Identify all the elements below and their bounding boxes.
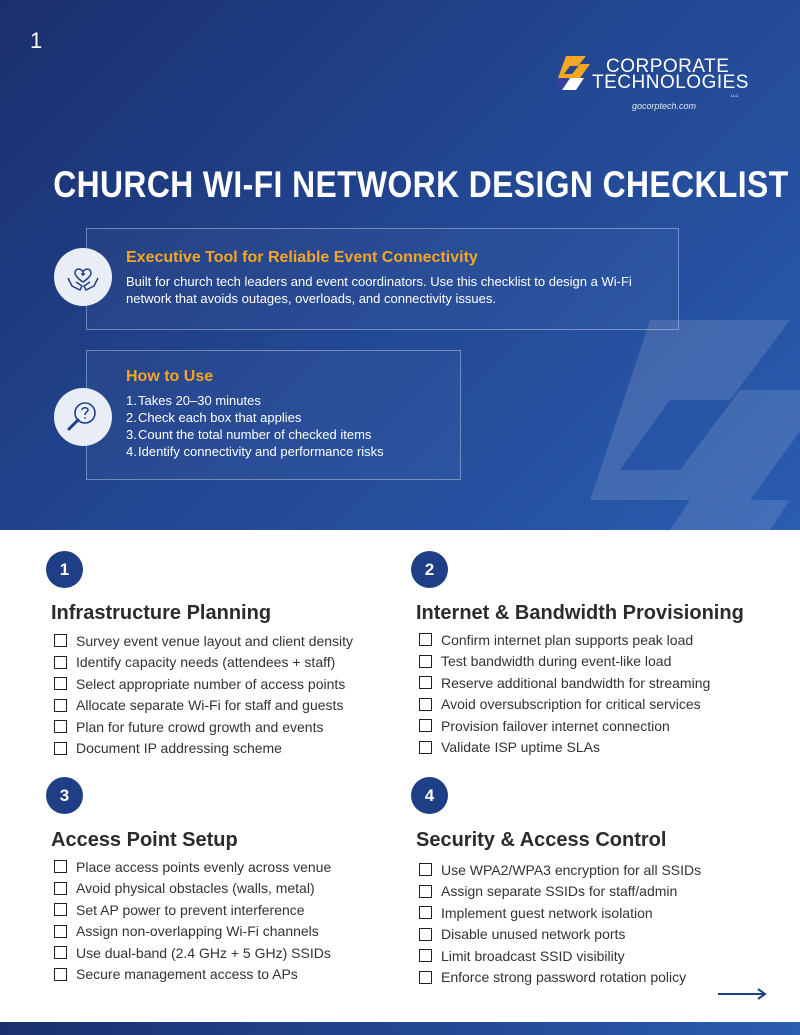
checklist-item[interactable]: [419, 945, 701, 967]
checkbox[interactable]: [419, 655, 432, 668]
checklist-item-label: Allocate separate Wi-Fi for staff and guests: [76, 697, 344, 714]
checkbox[interactable]: [54, 720, 67, 733]
company-logo: [556, 52, 756, 114]
checklist-item-label: Reserve additional bandwidth for streaming: [441, 674, 711, 691]
checklist-item[interactable]: [54, 652, 353, 674]
checkbox[interactable]: [419, 906, 432, 919]
checklist-item[interactable]: [419, 672, 710, 694]
how-to-use-heading: How to Use: [126, 368, 214, 385]
heart-hands-icon: [54, 248, 112, 306]
checklist-security: [419, 859, 701, 988]
section-title-access-point: Access Point Setup: [51, 829, 238, 851]
checkbox[interactable]: [54, 634, 67, 647]
section-title-infrastructure: Infrastructure Planning: [51, 602, 272, 624]
checkbox[interactable]: [419, 741, 432, 754]
checklist-item-label: Plan for future crowd growth and events: [76, 718, 324, 735]
checkbox[interactable]: [419, 863, 432, 876]
checklist-item[interactable]: [419, 737, 710, 759]
step-number: 2.: [126, 410, 137, 425]
checkbox[interactable]: [419, 885, 432, 898]
page-number: 1: [30, 28, 43, 53]
checklist-item-label: Assign non-overlapping Wi-Fi channels: [76, 923, 319, 940]
checklist-item-label: Limit broadcast SSID visibility: [441, 947, 625, 964]
checklist-item[interactable]: [54, 738, 353, 760]
checklist-item[interactable]: [54, 695, 353, 717]
logo-text-line2: TECHNOLOGIES: [592, 72, 749, 93]
checkbox[interactable]: [54, 699, 67, 712]
checkbox[interactable]: [54, 925, 67, 938]
checklist-item[interactable]: [419, 881, 701, 903]
checklist-item-label: Identify capacity needs (attendees + staff): [76, 654, 336, 671]
checklist-item[interactable]: [54, 630, 353, 652]
checklist-item[interactable]: [54, 716, 353, 738]
checkbox[interactable]: [419, 928, 432, 941]
checklist-bandwidth: [419, 629, 710, 758]
checklist-item[interactable]: [419, 967, 701, 989]
step-text: Check each box that applies: [138, 410, 302, 425]
checkbox[interactable]: [54, 656, 67, 669]
step-number: 4.: [126, 444, 137, 459]
checkbox[interactable]: [419, 971, 432, 984]
checklist-item[interactable]: [54, 878, 331, 900]
checkbox[interactable]: [54, 860, 67, 873]
executive-tool-heading: Executive Tool for Reliable Event Connectivity: [126, 249, 478, 266]
checklist-item-label: Survey event venue layout and client density: [76, 632, 354, 649]
checklist-item-label: Set AP power to prevent interference: [76, 901, 305, 918]
checklist-item-label: Place access points evenly across venue: [76, 858, 332, 875]
section-number-badge: 1: [46, 551, 83, 588]
logo-url: gocorptech.com: [632, 101, 697, 111]
checkbox[interactable]: [54, 903, 67, 916]
checklist-item[interactable]: [54, 856, 331, 878]
checklist-item[interactable]: [54, 964, 331, 986]
how-to-step: [126, 426, 384, 443]
checkbox[interactable]: [54, 968, 67, 981]
checklist-infrastructure: [54, 630, 353, 759]
checklist-item[interactable]: [54, 899, 331, 921]
checkbox[interactable]: [419, 676, 432, 689]
checkbox[interactable]: [54, 742, 67, 755]
how-to-step: [126, 443, 384, 460]
how-to-step: [126, 409, 384, 426]
checklist-item[interactable]: [419, 715, 710, 737]
checklist-item-label: Provision failover internet connection: [441, 717, 670, 734]
section-number-badge: 2: [411, 551, 448, 588]
executive-tool-description: Built for church tech leaders and event coordinators. Use this checklist to design a Wi-Fi network that avoids outages, overloads, and connectivity issues.: [126, 274, 632, 306]
step-number: 1.: [126, 393, 137, 408]
checklist-item-label: Document IP addressing scheme: [76, 740, 282, 757]
checklist-item[interactable]: [419, 924, 701, 946]
step-text: Identify connectivity and performance risks: [138, 444, 384, 459]
checklist-item-label: Confirm internet plan supports peak load: [441, 631, 694, 648]
step-text: Takes 20–30 minutes: [138, 393, 261, 408]
section-title-security: Security & Access Control: [416, 829, 667, 851]
logo-mark-icon: [556, 54, 592, 92]
checklist-item[interactable]: [419, 902, 701, 924]
checklist-item-label: Use WPA2/WPA3 encryption for all SSIDs: [441, 861, 702, 878]
checklist-item-label: Assign separate SSIDs for staff/admin: [441, 883, 678, 900]
checklist-item-label: Validate ISP uptime SLAs: [441, 739, 601, 756]
checkbox[interactable]: [54, 677, 67, 690]
checkbox[interactable]: [419, 698, 432, 711]
checkbox[interactable]: [419, 719, 432, 732]
checklist-item-label: Avoid oversubscription for critical services: [441, 696, 701, 713]
checklist-item[interactable]: [419, 651, 710, 673]
checklist-item-label: Test bandwidth during event-like load: [441, 653, 672, 670]
next-page-arrow-icon[interactable]: [716, 987, 768, 1001]
logo-llc: LLC: [731, 93, 739, 98]
checklist-item-label: Implement guest network isolation: [441, 904, 653, 921]
section-title-bandwidth: Internet & Bandwidth Provisioning: [416, 602, 744, 624]
watermark-logo-icon: [530, 300, 800, 530]
section-number-badge: 4: [411, 777, 448, 814]
magnifier-question-icon: [54, 388, 112, 446]
checklist-item[interactable]: [419, 629, 710, 651]
checklist-item[interactable]: [54, 673, 353, 695]
logo-text-line1: CORPORATE: [606, 56, 730, 77]
checkbox[interactable]: [419, 633, 432, 646]
checklist-item[interactable]: [419, 694, 710, 716]
checklist-item-label: Secure management access to APs: [76, 966, 298, 983]
how-to-use-steps: [126, 392, 384, 460]
section-number-badge: 3: [46, 777, 83, 814]
checkbox[interactable]: [54, 946, 67, 959]
checklist-item-label: Avoid physical obstacles (walls, metal): [76, 880, 315, 897]
checklist-item[interactable]: [54, 942, 331, 964]
step-number: 3.: [126, 427, 137, 442]
step-text: Count the total number of checked items: [138, 427, 372, 442]
checklist-item-label: Enforce strong password rotation policy: [441, 969, 687, 986]
footer-bar: [0, 1022, 800, 1035]
how-to-step: [126, 392, 384, 409]
checklist-item[interactable]: [419, 859, 701, 881]
page-title: CHURCH WI-FI NETWORK DESIGN CHECKLIST: [53, 164, 789, 205]
checkbox[interactable]: [54, 882, 67, 895]
checklist-item-label: Select appropriate number of access points: [76, 675, 346, 692]
checklist-item-label: Disable unused network ports: [441, 926, 626, 943]
checklist-access-point: [54, 856, 331, 985]
checkbox[interactable]: [419, 949, 432, 962]
checklist-item-label: Use dual-band (2.4 GHz + 5 GHz) SSIDs: [76, 944, 331, 961]
checklist-item[interactable]: [54, 921, 331, 943]
